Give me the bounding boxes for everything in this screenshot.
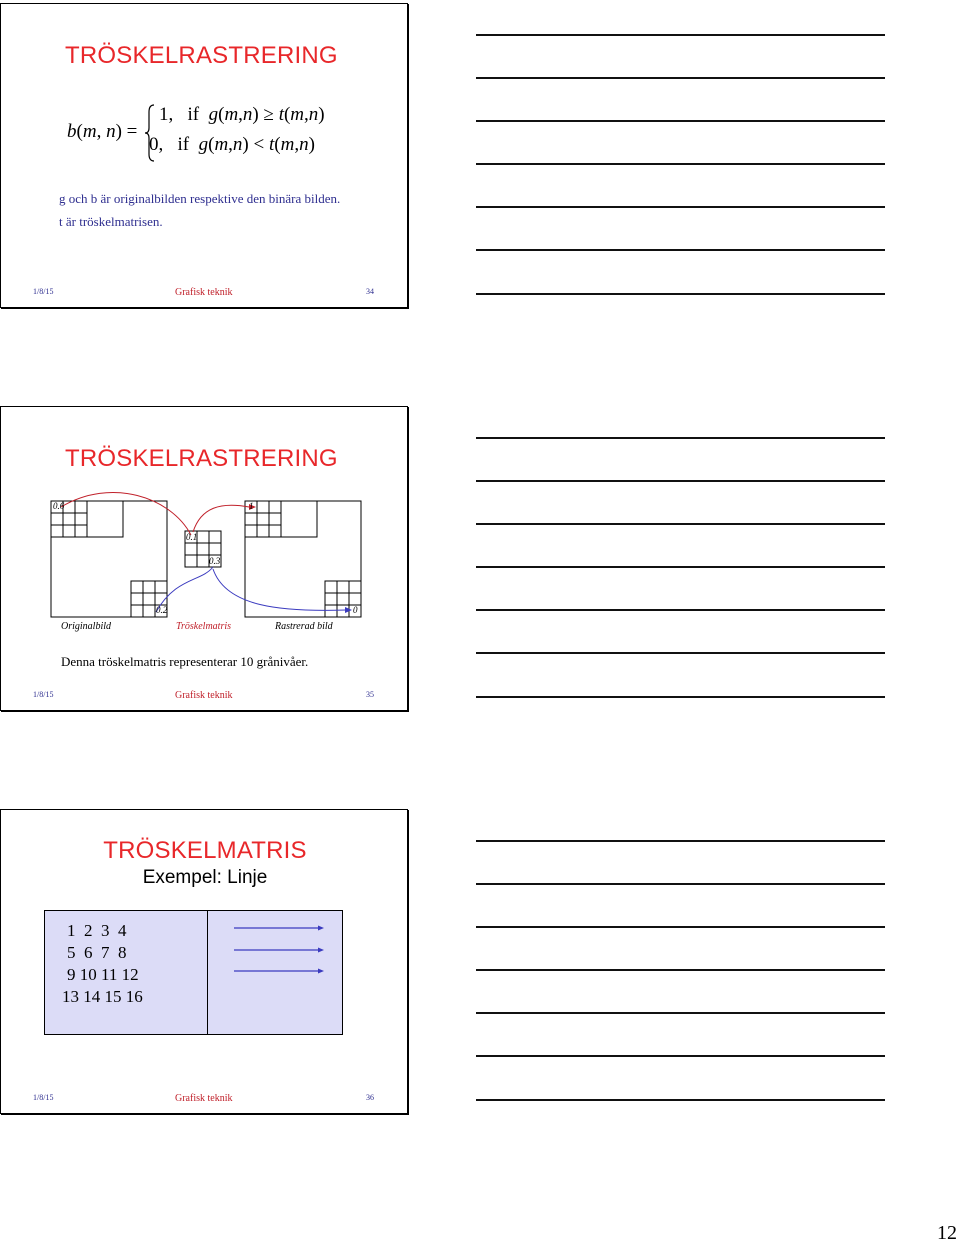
slide-title: TRÖSKELRASTRERING [65, 445, 338, 472]
footer-slide-number: 34 [366, 287, 374, 296]
note-line [476, 609, 885, 611]
matrix-row: 5 6 7 8 [67, 943, 127, 962]
arrow-red-curve-2 [193, 505, 249, 532]
original-image-frame [51, 501, 167, 617]
value-label: 0.6 [53, 501, 65, 511]
value-label: 0 [353, 605, 358, 615]
value-label: 1 [249, 501, 254, 511]
matrix-row: 9 10 11 12 [67, 965, 139, 984]
note-line [476, 34, 885, 36]
note-line [476, 840, 885, 842]
footer-slide-number: 35 [366, 690, 374, 699]
note-line [476, 120, 885, 122]
matrix-divider [207, 911, 208, 1035]
formula-lhs: b(m, n) = [67, 121, 138, 142]
footer-course: Grafisk teknik [175, 287, 233, 298]
scan-arrows [230, 921, 330, 981]
note-line [476, 926, 885, 928]
description-2: t är tröskelmatrisen. [59, 214, 163, 229]
note-line [476, 1055, 885, 1057]
slide-34 [0, 3, 408, 308]
note-line [476, 437, 885, 439]
value-label: 0.1 [186, 532, 198, 542]
caption-original: Originalbild [61, 621, 112, 632]
footer-slide-number: 36 [366, 1093, 374, 1102]
note-line [476, 480, 885, 482]
footer-date: 1/8/15 [33, 287, 54, 296]
note-line [476, 206, 885, 208]
threshold-matrix-example [44, 910, 343, 1035]
note-line [476, 1099, 885, 1101]
formula-case-2: 0, if g(m,n) < t(m,n) [149, 134, 315, 155]
slide-subtitle: Exempel: Linje [142, 867, 268, 888]
note-line [476, 969, 885, 971]
note-line [476, 293, 885, 295]
footer-date: 1/8/15 [33, 1093, 54, 1102]
note-line [476, 163, 885, 165]
value-label: 0.2 [156, 605, 168, 615]
caption-threshold: Tröskelmatris [176, 621, 232, 632]
slide-title: TRÖSKELMATRIS [103, 837, 307, 864]
slide-35 [0, 406, 408, 711]
note-line [476, 523, 885, 525]
note-line [476, 249, 885, 251]
slide-title: TRÖSKELRASTRERING [65, 42, 338, 69]
page-number: 12 [937, 1222, 957, 1244]
matrix-row: 1 2 3 4 [67, 921, 127, 940]
footer-course: Grafisk teknik [175, 1093, 233, 1104]
value-label: 0.3 [209, 556, 221, 566]
formula-case-1: 1, if g(m,n) ≥ t(m,n) [159, 104, 325, 125]
note-line [476, 883, 885, 885]
footer-date: 1/8/15 [33, 690, 54, 699]
caption-raster: Rastrerad bild [275, 621, 333, 632]
raster-image-frame [245, 501, 361, 617]
slide-caption: Denna tröskelmatris representerar 10 grånivåer. [61, 654, 309, 669]
note-line [476, 696, 885, 698]
description-1: g och b är originalbilden respektive den binära bilden. [59, 191, 341, 206]
note-line [476, 652, 885, 654]
matrix-row: 13 14 15 16 [62, 987, 143, 1006]
note-line [476, 77, 885, 79]
footer-course: Grafisk teknik [175, 690, 233, 701]
note-line [476, 566, 885, 568]
note-line [476, 1012, 885, 1014]
